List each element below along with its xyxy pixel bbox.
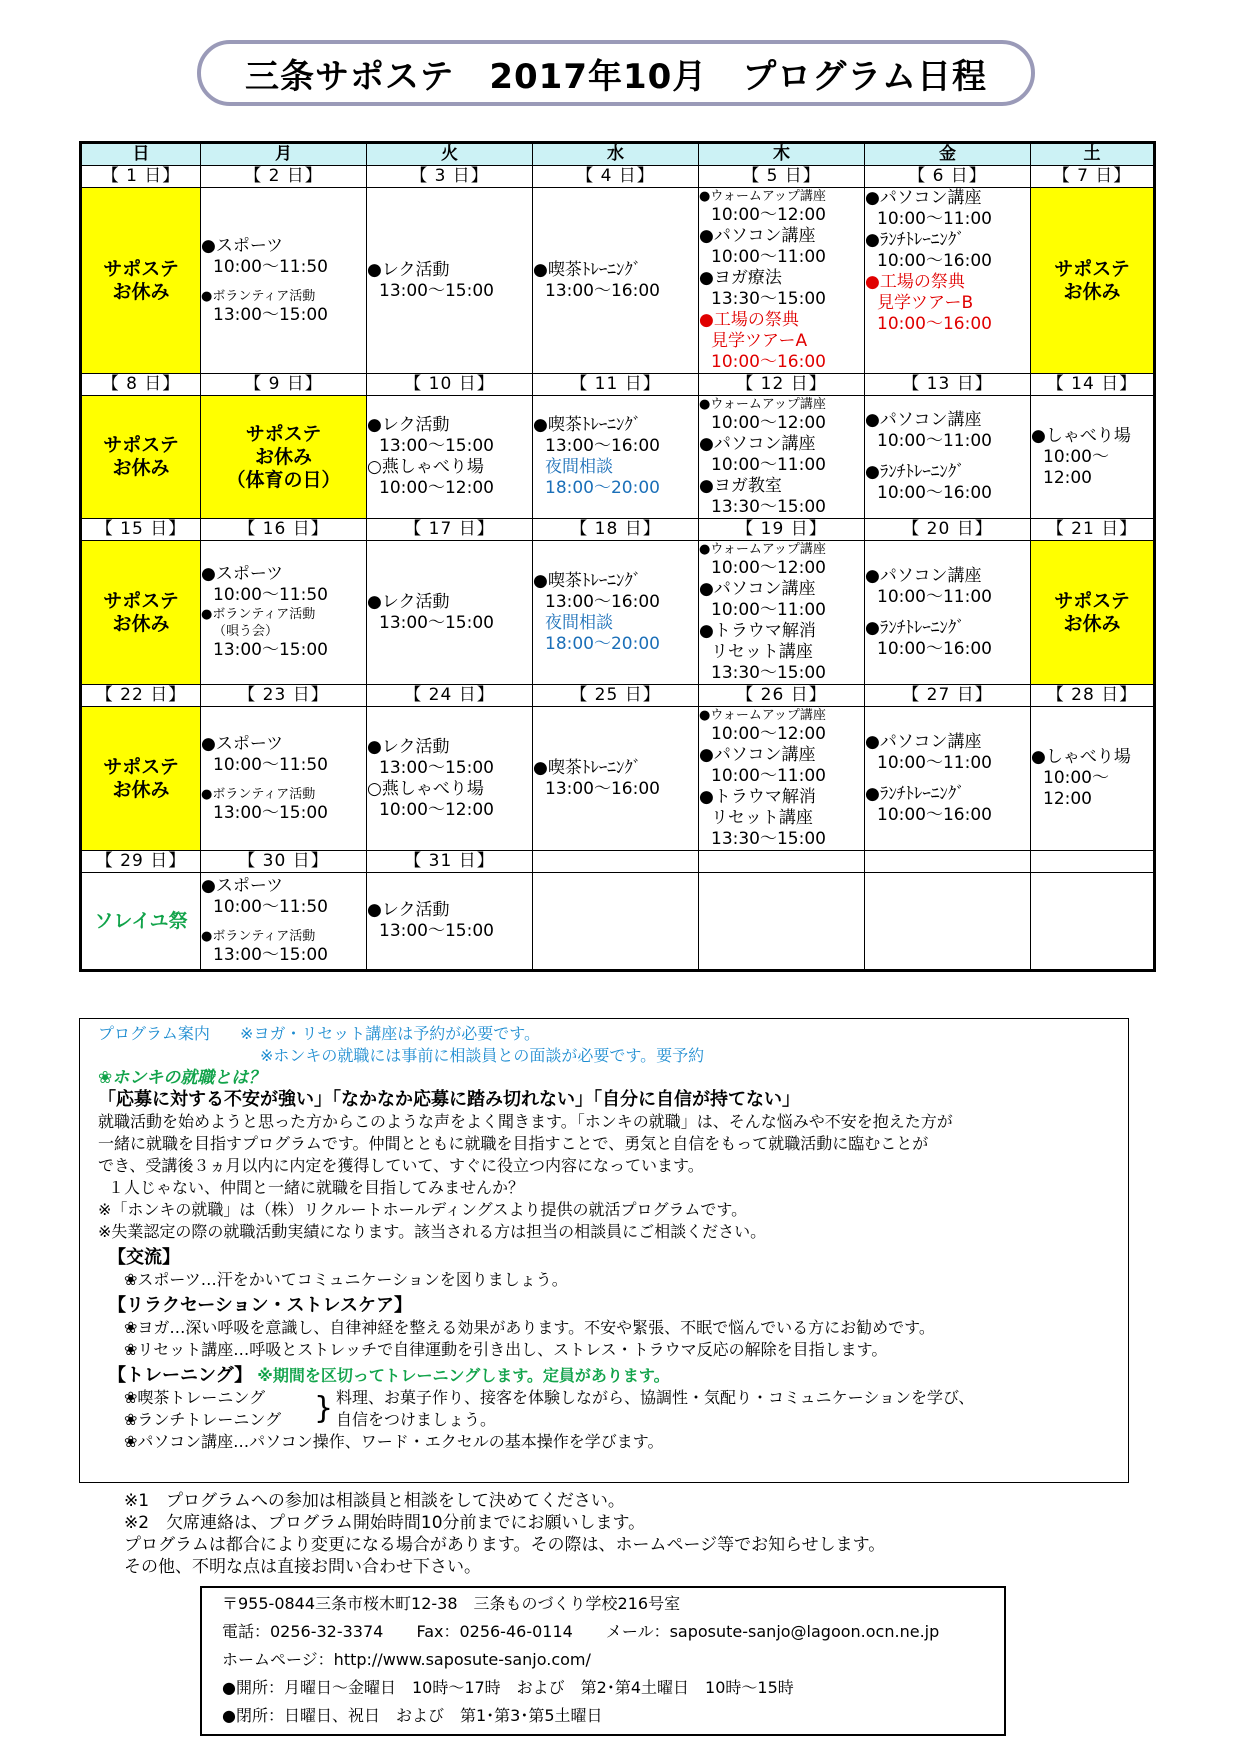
closed-label: サポステ [1054, 257, 1130, 280]
event-time: 10:00～16:00 [877, 804, 992, 825]
day-cell [367, 541, 533, 685]
event-name: ●工場の祭典 [699, 310, 799, 330]
closed-label: サポステ [103, 434, 179, 456]
event-time: 10:00～11:00 [877, 586, 992, 607]
contact-address: 〒955-0844三条市桜木町12-38 三条ものづくり学校216号室 [222, 1594, 681, 1613]
event-name: ●しゃべり場 [1031, 425, 1131, 446]
event-time: 10:00～11:00 [711, 455, 826, 475]
event-name: ●喫茶ﾄﾚｰﾆﾝｸﾞ [533, 757, 642, 778]
event-name: ○燕しゃべり場 [367, 778, 484, 799]
date-label: 【 5 日】 [699, 166, 865, 188]
contact-mail[interactable]: メール：saposute-sanjo@lagoon.ocn.ne.jp [605, 1622, 940, 1641]
event-time: 13:30～15:00 [711, 289, 826, 309]
event-name: ●レク活動 [367, 415, 450, 435]
date-label: 【 7 日】 [1031, 166, 1155, 188]
event-time: 10:00～11:00 [877, 209, 992, 229]
date-label: 【 26 日】 [699, 685, 865, 707]
event-time: 10:00～11:50 [213, 585, 328, 605]
date-label: 【 16 日】 [201, 519, 367, 541]
date-label [1031, 851, 1155, 873]
event-name: ●ﾗﾝﾁﾄﾚｰﾆﾝｸﾞ [865, 462, 965, 482]
event-name: ●ヨガ療法 [699, 268, 782, 288]
event-time: 10:00～16:00 [877, 483, 992, 503]
day-cell [367, 188, 533, 374]
honki-heading: ❀ホンキの就職とは？ [98, 1068, 266, 1088]
event-time: 13:00～15:00 [379, 436, 494, 456]
day-cell [533, 541, 699, 685]
event-name: ●レク活動 [367, 900, 450, 920]
date-label: 【 17 日】 [367, 519, 533, 541]
training-desc-2: 自信をつけましょう。 [336, 1410, 497, 1429]
event-name: ○燕しゃべり場 [367, 457, 484, 477]
weekday-fri: 金 [865, 143, 1031, 166]
event-name: ●ヨガ教室 [699, 476, 782, 496]
event-name: ●ﾗﾝﾁﾄﾚｰﾆﾝｸﾞ [865, 230, 965, 250]
week-row [81, 707, 1155, 851]
week-row [81, 541, 1155, 685]
training-desc-1: 料理、お菓子作り、接客を体験しながら、協調性・気配り・コミュニケーションを学び、 [336, 1388, 975, 1407]
event-name: 見学ツアーB [877, 293, 974, 313]
event-name: ●パソコン講座 [865, 731, 982, 752]
day-cell [81, 873, 201, 971]
contact-closed-days: ●閉所：日曜日、祝日 および 第1･第3･第5土曜日 [222, 1706, 603, 1725]
event-name: リセット講座 [711, 808, 813, 828]
note-3: プログラムは都合により変更になる場合があります。その際は、ホームページ等でお知らせします。 [124, 1535, 886, 1555]
event-time: 10:00～11:50 [213, 897, 328, 917]
event-time: 13:30～15:00 [711, 663, 826, 683]
weekday-thu: 木 [699, 143, 865, 166]
event-name: ●ボランティア活動 [201, 929, 316, 944]
event-time: 13:00～15:00 [379, 757, 494, 778]
event-name: ●レク活動 [367, 259, 450, 280]
closed-label: サポステ [103, 589, 179, 612]
day-cell [865, 188, 1031, 374]
event-time: 18:00～20:00 [545, 478, 660, 498]
closed-label: お休み [112, 612, 170, 635]
event-name: ●スポーツ [201, 235, 284, 256]
event-time: 13:00～15:00 [213, 945, 328, 965]
training-item-cafe: ❀喫茶トレーニング [124, 1388, 266, 1407]
date-label: 【 11 日】 [533, 374, 699, 396]
day-cell [367, 396, 533, 519]
event-time: 10:00～11:00 [877, 431, 992, 451]
date-label: 【 8 日】 [81, 374, 201, 396]
contact-phone: 電話：0256-32-3374 [222, 1622, 384, 1641]
closed-label: サポステ [103, 755, 179, 778]
week-row [81, 396, 1155, 519]
event-name: ●工場の祭典 [865, 272, 965, 292]
event-name: ●トラウマ解消 [699, 621, 816, 641]
closed-label: サポステ [1054, 589, 1130, 612]
date-label: 【 22 日】 [81, 685, 201, 707]
event-name: ●喫茶ﾄﾚｰﾆﾝｸﾞ [533, 570, 642, 591]
event-name: 夜間相談 [545, 457, 613, 477]
honki-paragraph-3: でき、受講後３ヵ月以内に内定を獲得していて、すぐに役立つ内容になっています。 [98, 1156, 704, 1175]
event-time: 10:00～11:00 [711, 600, 826, 620]
event-name: 夜間相談 [545, 612, 613, 633]
calendar-table [79, 141, 1156, 972]
day-cell [81, 707, 201, 851]
date-label: 【 4 日】 [533, 166, 699, 188]
honki-quote: 「応募に対する不安が強い」「なかなか応募に踏み切れない」「自分に自信が持てない」 [98, 1089, 800, 1110]
date-label: 【 3 日】 [367, 166, 533, 188]
date-label: 【 31 日】 [367, 851, 533, 873]
relax-heading: 【リラクセーション・ストレスケア】 [108, 1295, 413, 1316]
day-cell [201, 188, 367, 374]
event-time: 10:00～11:00 [711, 247, 826, 267]
closed-label: お休み [112, 778, 170, 801]
closed-label: サポステ [103, 257, 179, 280]
event-name: ●ボランティア活動 [201, 288, 316, 304]
date-label: 【 2 日】 [201, 166, 367, 188]
day-cell [699, 541, 865, 685]
event-name: ●ウォームアップ講座 [699, 189, 826, 204]
event-name: ●レク活動 [367, 736, 450, 757]
day-cell [699, 707, 865, 851]
date-label: 【 15 日】 [81, 519, 201, 541]
event-name: ●喫茶ﾄﾚｰﾆﾝｸﾞ [533, 415, 642, 435]
day-cell [81, 188, 201, 374]
event-time: 13:00～15:00 [379, 280, 494, 301]
event-name: ●喫茶ﾄﾚｰﾆﾝｸﾞ [533, 259, 642, 280]
day-cell [1031, 396, 1155, 519]
date-label: 【 27 日】 [865, 685, 1031, 707]
date-label: 【 12 日】 [699, 374, 865, 396]
day-cell [81, 541, 201, 685]
event-time: 13:00～16:00 [545, 436, 660, 456]
event-name: ●ボランティア活動 [201, 786, 316, 802]
event-time: 13:00～15:00 [379, 612, 494, 633]
event-name: ●パソコン講座 [865, 565, 982, 586]
event-name: ●ウォームアップ講座 [699, 542, 826, 557]
event-time: 10:00～16:00 [711, 352, 826, 372]
exchange-item: ❀スポーツ…汗をかいてコミュニケーションを図りましょう。 [124, 1270, 568, 1289]
exchange-heading: 【交流】 [108, 1247, 180, 1268]
day-cell [1031, 188, 1155, 374]
event-time: 10:00～11:00 [877, 752, 992, 773]
day-cell [367, 707, 533, 851]
day-cell [1031, 873, 1155, 971]
event-time: 13:00～15:00 [213, 640, 328, 660]
event-time: 10:00～12:00 [711, 413, 826, 433]
event-time: 13:30～15:00 [711, 829, 826, 849]
date-label: 【 19 日】 [699, 519, 865, 541]
day-cell [699, 188, 865, 374]
event-time: 10:00～16:00 [877, 638, 992, 659]
event-name: ●スポーツ [201, 876, 284, 896]
event-time: 10:00～12:00 [711, 724, 826, 744]
date-label: 【 30 日】 [201, 851, 367, 873]
event-time: 10:00～11:00 [711, 766, 826, 786]
day-cell [865, 396, 1031, 519]
weekday-wed: 水 [533, 143, 699, 166]
event-name: ●ウォームアップ講座 [699, 708, 826, 723]
event-time: 10:00～11:50 [213, 754, 328, 775]
date-label: 【 9 日】 [201, 374, 367, 396]
closed-label: （体育の日） [226, 468, 341, 491]
day-cell [699, 873, 865, 971]
event-time: 13:00～15:00 [213, 304, 328, 325]
event-label-soleil: ソレイユ祭 [94, 909, 188, 932]
note-4: その他、不明な点は直接お問い合わせ下さい。 [124, 1557, 481, 1577]
event-name: ●スポーツ [201, 733, 284, 754]
date-label: 【 10 日】 [367, 374, 533, 396]
training-heading: 【トレーニング】 [108, 1365, 253, 1386]
guide-label: プログラム案内 [98, 1024, 210, 1043]
event-name: ●パソコン講座 [865, 188, 982, 208]
date-label: 【 13 日】 [865, 374, 1031, 396]
day-cell [865, 541, 1031, 685]
day-cell [201, 396, 367, 519]
contact-box [200, 1586, 1006, 1736]
closed-label: お休み [1063, 280, 1121, 303]
day-cell [201, 873, 367, 971]
weekday-sat: 土 [1031, 143, 1155, 166]
date-label [865, 851, 1031, 873]
event-name: リセット講座 [711, 642, 813, 662]
event-name: ●ウォームアップ講座 [699, 397, 826, 412]
date-label [699, 851, 865, 873]
event-time: 10:00～12:00 [379, 799, 494, 820]
event-time: 13:30～15:00 [711, 497, 826, 517]
event-name: ●パソコン講座 [699, 745, 816, 765]
day-cell [533, 873, 699, 971]
event-name: ●パソコン講座 [699, 226, 816, 246]
weekday-header-row [81, 143, 1155, 166]
date-label: 【 21 日】 [1031, 519, 1155, 541]
event-name: ●パソコン講座 [699, 579, 816, 599]
date-label: 【 14 日】 [1031, 374, 1155, 396]
date-label: 【 24 日】 [367, 685, 533, 707]
day-cell [1031, 541, 1155, 685]
date-header-row [81, 374, 1155, 396]
day-cell [81, 396, 201, 519]
day-cell [367, 873, 533, 971]
event-time: 10:00～12:00 [379, 478, 494, 498]
note-1: ※1 プログラムへの参加は相談員と相談をして決めてください。 [124, 1491, 625, 1511]
date-label [533, 851, 699, 873]
date-label: 【 20 日】 [865, 519, 1031, 541]
event-name: ●ﾗﾝﾁﾄﾚｰﾆﾝｸﾞ [865, 617, 965, 638]
day-cell [201, 707, 367, 851]
event-name: ●しゃべり場 [1031, 747, 1131, 767]
honki-paragraph-1: 就職活動を始めようと思った方からこのような声をよく聞きます。「ホンキの就職」は、そんな悩みや不安を抱えた方が [98, 1112, 953, 1131]
date-header-row [81, 685, 1155, 707]
event-time: 10:00～12:00 [1043, 768, 1109, 809]
notes-block [124, 1490, 885, 1578]
honki-paragraph-6: ※失業認定の際の就職活動実績になります。該当される方は担当の相談員にご相談ください。 [98, 1222, 767, 1241]
date-label: 【 23 日】 [201, 685, 367, 707]
event-name: ●ボランティア活動 [201, 607, 316, 622]
honki-paragraph-5: ※「ホンキの就職」は（株）リクルートホールディングスより提供の就活プログラムです。 [98, 1200, 748, 1219]
date-header-row [81, 519, 1155, 541]
event-time: 13:00～15:00 [213, 802, 328, 823]
event-time: 13:00～16:00 [545, 280, 660, 301]
training-item-pc: ❀パソコン講座…パソコン操作、ワード・エクセルの基本操作を学びます。 [124, 1432, 664, 1451]
date-label: 【 29 日】 [81, 851, 201, 873]
day-cell [533, 707, 699, 851]
day-cell [533, 188, 699, 374]
event-name: 見学ツアーA [711, 331, 808, 351]
day-cell [201, 541, 367, 685]
event-time: 13:00～16:00 [545, 591, 660, 612]
date-label: 【 6 日】 [865, 166, 1031, 188]
week-row [81, 873, 1155, 971]
event-name: ●レク活動 [367, 591, 450, 612]
event-name: ●トラウマ解消 [699, 787, 816, 807]
contact-homepage-link[interactable]: ホームページ：http://www.saposute-sanjo.com/ [222, 1650, 591, 1669]
event-time: 10:00～11:50 [213, 256, 328, 277]
event-time: 13:00～16:00 [545, 778, 660, 799]
bracket-icon: } [314, 1391, 334, 1426]
day-cell [699, 396, 865, 519]
event-time: 10:00～16:00 [877, 314, 992, 334]
weekday-sun: 日 [81, 143, 201, 166]
date-label: 【 28 日】 [1031, 685, 1155, 707]
day-cell [533, 396, 699, 519]
date-label: 【 1 日】 [81, 166, 201, 188]
training-item-lunch: ❀ランチトレーニング [124, 1410, 282, 1429]
relax-item-yoga: ❀ヨガ…深い呼吸を意識し、自律神経を整える効果があります。不安や緊張、不眠で悩んでいる方にお勧めです。 [124, 1318, 935, 1337]
week-row [81, 188, 1155, 374]
event-name: （唄う会） [213, 624, 279, 639]
event-time: 13:00～15:00 [379, 921, 494, 941]
guide-note-2: ※ホンキの就職には事前に相談員との面談が必要です。要予約 [260, 1046, 705, 1065]
day-cell [865, 707, 1031, 851]
contact-fax: Fax：0256-46-0114 [416, 1622, 573, 1641]
event-time: 10:00～16:00 [877, 251, 992, 271]
closed-label: お休み [112, 457, 170, 479]
program-info-box [79, 1018, 1129, 1483]
guide-note-1: ※ヨガ・リセット講座は予約が必要です。 [240, 1024, 540, 1043]
honki-paragraph-4: １人じゃない、仲間と一緒に就職を目指してみませんか？ [108, 1178, 525, 1197]
event-time: 10:00～12:00 [711, 558, 826, 578]
training-note: ※期間を区切ってトレーニングします。定員があります。 [257, 1366, 670, 1385]
event-name: ●パソコン講座 [699, 434, 816, 454]
weekday-mon: 月 [201, 143, 367, 166]
day-cell [1031, 707, 1155, 851]
event-name: ●パソコン講座 [865, 410, 982, 430]
closed-label: お休み [1063, 612, 1121, 635]
relax-item-reset: ❀リセット講座…呼吸とストレッチで自律運動を引き出し、ストレス・トラウマ反応の解除を目指します。 [124, 1340, 888, 1359]
weekday-tue: 火 [367, 143, 533, 166]
event-time: 10:00～12:00 [1043, 446, 1109, 488]
event-name: ●スポーツ [201, 564, 284, 584]
event-name: ●ﾗﾝﾁﾄﾚｰﾆﾝｸﾞ [865, 783, 965, 804]
contact-open-hours: ●開所：月曜日～金曜日 10時～17時 および 第2･第4土曜日 10時～15時 [222, 1678, 794, 1697]
day-cell [865, 873, 1031, 971]
date-header-row [81, 851, 1155, 873]
date-label: 【 18 日】 [533, 519, 699, 541]
date-label: 【 25 日】 [533, 685, 699, 707]
page-title: 三条サポステ 2017年10月 プログラム日程 [197, 40, 1035, 106]
closed-label: サポステ [245, 422, 322, 445]
note-2: ※2 欠席連絡は、プログラム開始時間10分前までにお願いします。 [124, 1513, 646, 1533]
date-header-row [81, 166, 1155, 188]
event-time: 18:00～20:00 [545, 633, 660, 654]
closed-label: お休み [112, 280, 170, 303]
closed-label: お休み [254, 445, 312, 468]
honki-paragraph-2: 一緒に就職を目指すプログラムです。仲間とともに就職を目指すことで、勇気と自信をもって就職活動に臨むことが [98, 1134, 929, 1153]
event-time: 10:00～12:00 [711, 205, 826, 225]
